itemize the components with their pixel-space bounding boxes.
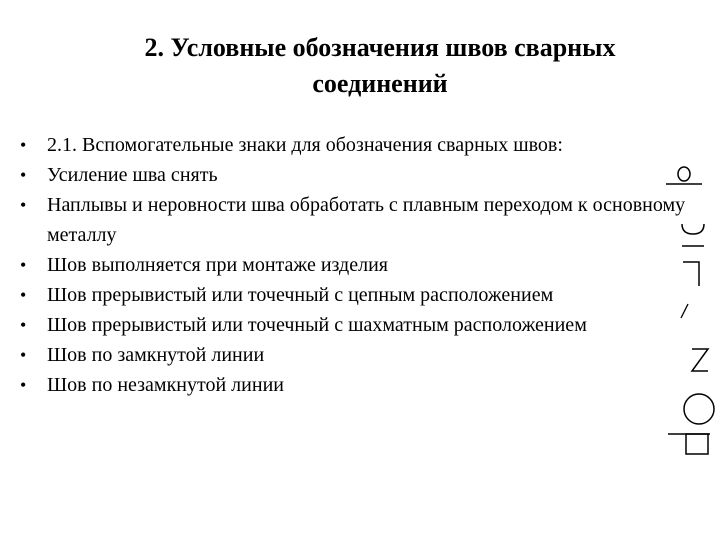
list-item [0, 310, 712, 340]
bullet-marker: • [20, 195, 27, 215]
slide-title-line1: 2. Условные обозначения швов сварных [144, 33, 616, 62]
list-item-text: Шов по замкнутой линии [47, 344, 265, 366]
bullet-marker: • [20, 135, 27, 155]
list-item-text: Шов прерывистый или точечный с шахматным расположением [47, 314, 587, 336]
bullet-marker: • [20, 255, 27, 275]
bullet-list [0, 130, 712, 400]
list-item [0, 190, 712, 250]
chain-intermittent-icon [678, 302, 692, 320]
closed-contour-circle-icon [680, 390, 720, 430]
list-item [0, 340, 712, 370]
staggered-intermittent-icon [688, 346, 712, 374]
bullet-marker: • [20, 375, 27, 395]
list-item-text: Усиление шва снять [47, 164, 218, 186]
list-item [0, 280, 712, 310]
bullet-marker: • [20, 345, 27, 365]
open-contour-icon [666, 430, 712, 458]
list-item [0, 160, 712, 190]
bullet-marker: • [20, 315, 27, 335]
reinforcement-removal-icon [664, 162, 704, 190]
list-item [0, 370, 712, 400]
list-item [0, 130, 712, 160]
smooth-transition-icon [678, 222, 708, 250]
list-item [0, 250, 712, 280]
list-item-text: 2.1. Вспомогательные знаки для обозначения сварных швов: [47, 134, 563, 156]
slide-title [60, 30, 700, 102]
bullet-marker: • [20, 165, 27, 185]
list-item-text: Шов выполняется при монтаже изделия [47, 254, 388, 276]
list-item-text: Шов по незамкнутой линии [47, 374, 284, 396]
slide-title-line2: соединений [312, 69, 448, 98]
field-weld-flag-icon [680, 258, 704, 288]
bullet-marker: • [20, 285, 27, 305]
list-item-text: Наплывы и неровности шва обработать с плавным переходом к основному металлу [47, 194, 686, 246]
list-item-text: Шов прерывистый или точечный с цепным расположением [47, 284, 554, 306]
